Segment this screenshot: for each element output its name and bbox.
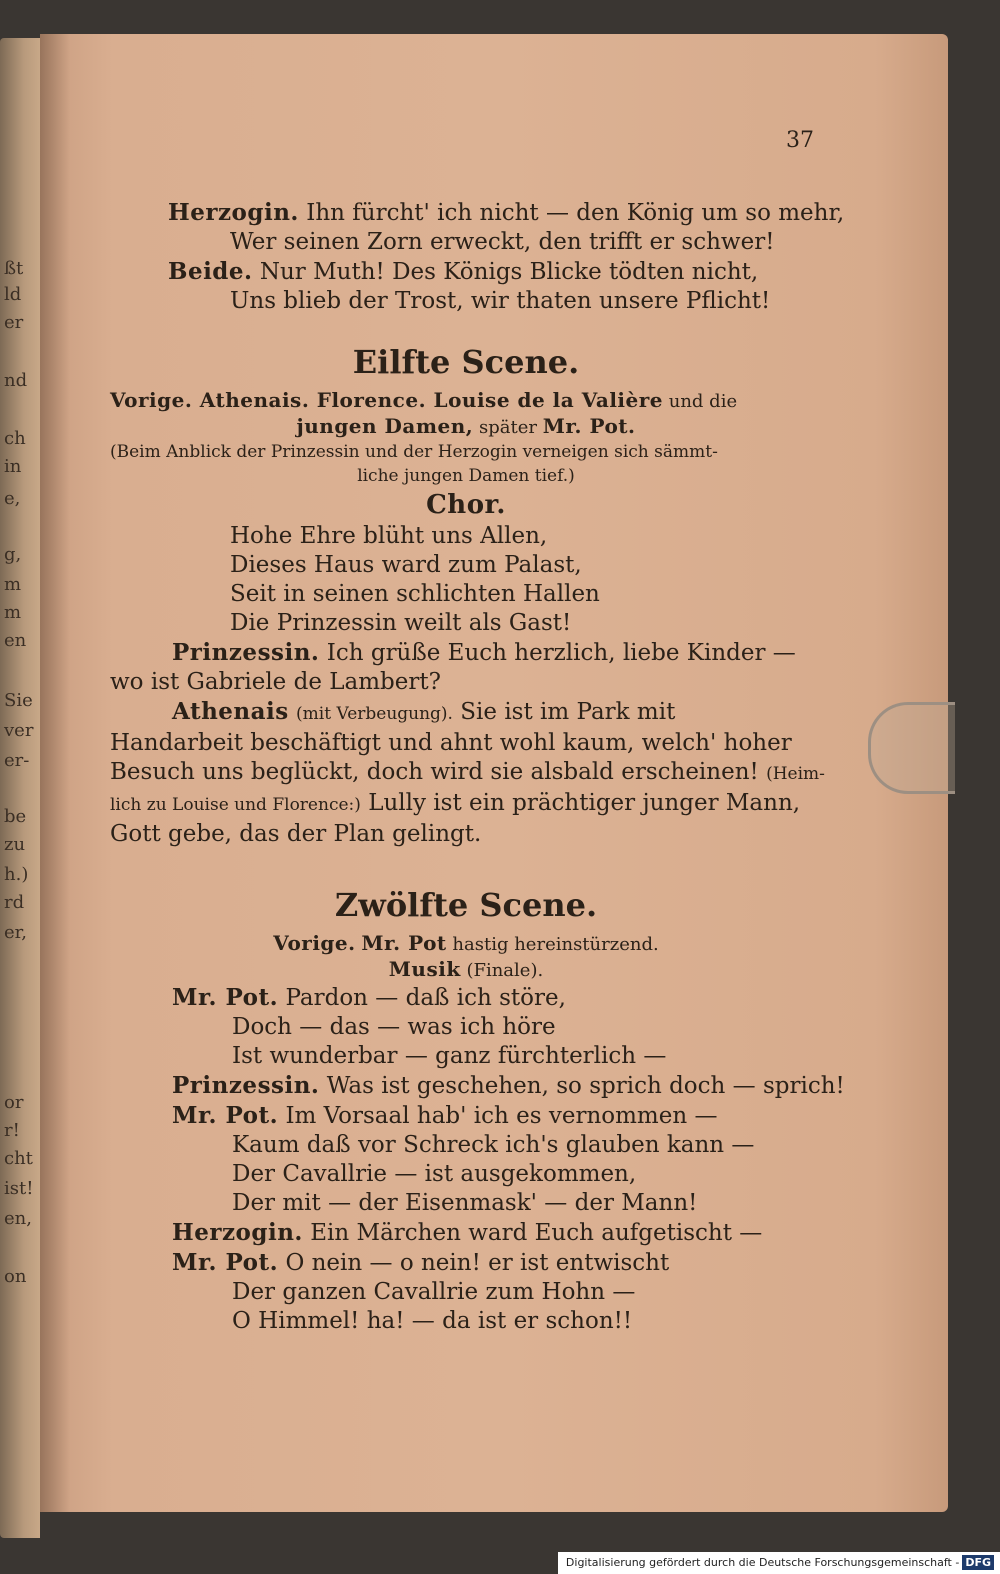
verse-line: Kaum daß vor Schreck ich's glauben kann — [232, 1132, 755, 1158]
fragment: zu [4, 834, 26, 855]
verse-line [110, 257, 822, 287]
cast-text: und die [668, 391, 738, 412]
left-page-edge [0, 38, 40, 1538]
verse-line [110, 983, 822, 1013]
cast-line [110, 388, 822, 414]
fragment: m [4, 602, 22, 623]
verse-line: Dieses Haus ward zum Palast, [230, 552, 582, 578]
fragment: ver [4, 720, 34, 741]
speaker-name: Mr. Pot. [172, 1102, 279, 1129]
verse-line [110, 1101, 822, 1131]
dfg-footer [558, 1552, 1000, 1574]
fragment: rd [4, 892, 25, 913]
fragment: nd [4, 370, 28, 391]
verse-text: Ihn fürcht' ich nicht — den König um so mehr, [306, 200, 845, 226]
cast-names: Mr. Pot [361, 931, 447, 955]
prose-text: Ich grüße Euch herzlich, liebe Kinder — [326, 640, 796, 666]
cast-names: Vorige. Athenais. Florence. Louise de la Valière [110, 388, 664, 412]
cast-line [110, 414, 822, 440]
cast-names: Mr. Pot. [542, 414, 636, 438]
speaker-name: Mr. Pot. [172, 984, 279, 1011]
fragment: en, [4, 1208, 32, 1229]
verse-text: Was ist geschehen, so sprich doch — sprich! [326, 1073, 845, 1099]
verse-line: Seit in seinen schlichten Hallen [230, 581, 600, 607]
verse-line: Doch — das — was ich höre [232, 1014, 556, 1040]
prose-text: Sie ist im Park mit [460, 699, 676, 725]
verse-line [110, 1248, 822, 1278]
fragment: m [4, 574, 22, 595]
verse-text: Nur Muth! Des Königs Blicke tödten nicht, [259, 259, 759, 285]
verse-line: Wer seinen Zorn erweckt, den trifft er schwer! [230, 229, 775, 255]
cast-text: hastig hereinstürzend. [452, 934, 659, 955]
fragment: Sie [4, 690, 33, 711]
page-clip [868, 702, 955, 794]
verse-line [110, 1071, 845, 1101]
prose-line [110, 789, 822, 820]
cast-line [110, 931, 822, 957]
fragment: cht [4, 1148, 33, 1169]
stage-direction: liche jungen Damen tief.) [357, 466, 575, 486]
fragment: be [4, 806, 27, 827]
verse-line: Die Prinzessin weilt als Gast! [230, 610, 572, 636]
fragment: r! [4, 1120, 20, 1141]
fragment: in [4, 456, 22, 477]
footer-text: Digitalisierung gefördert durch die Deutsche Forschungsgemeinschaft - [565, 1556, 960, 1569]
cast-line [110, 957, 822, 983]
fragment: on [4, 1266, 27, 1287]
fragment: or [4, 1092, 24, 1113]
speaker-name: Beide. [168, 258, 253, 285]
fragment: en [4, 630, 27, 651]
prose-line [110, 638, 822, 668]
stage-direction: (mit Verbeugung). [296, 704, 453, 724]
verse-text: Pardon — daß ich störe, [285, 985, 566, 1011]
prose-line [110, 758, 825, 789]
verse-line [110, 198, 845, 228]
speaker-name: Mr. Pot. [172, 1249, 279, 1276]
fragment: ch [4, 428, 26, 449]
fragment: ld [4, 284, 22, 305]
dfg-logo-icon: DFG [962, 1555, 994, 1570]
verse-line: Der Cavallrie — ist ausgekommen, [232, 1161, 637, 1187]
prose-text: Besuch uns beglückt, doch wird sie alsbald erscheinen! [110, 759, 759, 785]
stage-direction: lich zu Louise und Florence:) [110, 795, 361, 815]
verse-line: Der mit — der Eisenmask' — der Mann! [232, 1190, 698, 1216]
spine-shadow [40, 34, 70, 1512]
stage-direction: (Heim- [766, 764, 825, 784]
cast-names: Musik [388, 957, 461, 981]
page-text [110, 198, 845, 1336]
verse-line: Ist wunderbar — ganz fürchterlich — [232, 1043, 667, 1069]
speaker-name: Prinzessin. [172, 639, 320, 666]
fragment: er, [4, 922, 28, 943]
verse-text: Im Vorsaal hab' ich es vernommen — [285, 1103, 718, 1129]
prose-line: Handarbeit beschäftigt und ahnt wohl kaum, welch' hoher [110, 730, 792, 756]
verse-line: O Himmel! ha! — da ist er schon!! [232, 1308, 633, 1334]
scene-heading: Eilfte Scene. [352, 343, 580, 381]
fragment: h.) [4, 864, 29, 885]
verse-text: O nein — o nein! er ist entwischt [285, 1250, 670, 1276]
cast-names: Vorige. [273, 931, 356, 955]
page-number: 37 [786, 128, 814, 153]
scene-heading: Zwölfte Scene. [334, 886, 598, 924]
stage-direction: (Beim Anblick der Prinzessin und der Herzogin verneigen sich sämmt- [110, 442, 718, 462]
fragment: ßt [4, 258, 24, 279]
chorus-label: Chor. [426, 490, 506, 520]
prose-line: wo ist Gabriele de Lambert? [110, 669, 441, 695]
cast-names: jungen Damen, [296, 414, 474, 438]
speaker-name: Herzogin. [172, 1219, 303, 1246]
verse-line [110, 1218, 822, 1248]
verse-line: Hohe Ehre blüht uns Allen, [230, 523, 548, 549]
verse-text: Ein Märchen ward Euch aufgetischt — [310, 1220, 763, 1246]
speaker-name: Prinzessin. [172, 1072, 320, 1099]
prose-line [110, 697, 822, 729]
speaker-name: Athenais [172, 698, 289, 725]
cast-text: (Finale). [466, 960, 544, 981]
left-page-fragments [0, 38, 40, 1538]
cast-text: später [478, 417, 537, 438]
fragment: e, [4, 488, 21, 509]
fragment: er- [4, 750, 30, 771]
verse-line: Der ganzen Cavallrie zum Hohn — [232, 1279, 636, 1305]
prose-line: Gott gebe, das der Plan gelingt. [110, 821, 482, 847]
fragment: g, [4, 544, 22, 565]
prose-text: Lully ist ein prächtiger junger Mann, [368, 790, 801, 816]
speaker-name: Herzogin. [168, 199, 299, 226]
verse-line: Uns blieb der Trost, wir thaten unsere Pflicht! [230, 288, 771, 314]
fragment: ist! [4, 1178, 34, 1199]
fragment: er [4, 312, 24, 333]
